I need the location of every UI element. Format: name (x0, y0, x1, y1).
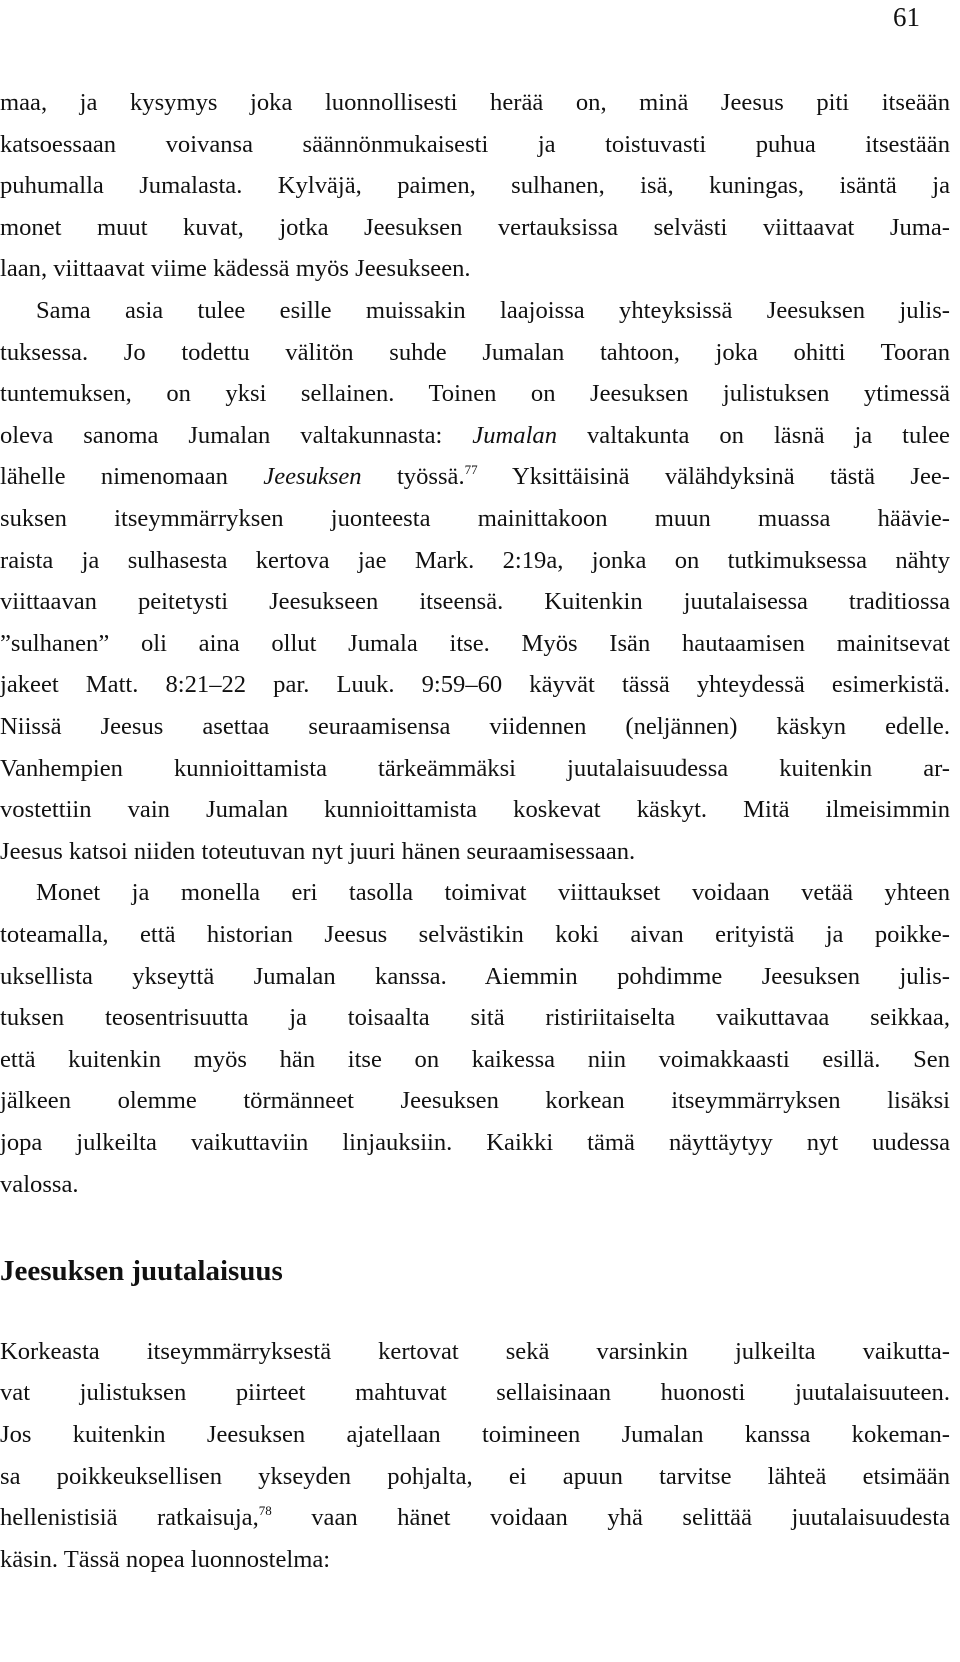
text-run: oleva sanoma Jumalan valtakunnasta: (0, 422, 473, 449)
text-line: tuksessa. Jo todettu välitön suhde Jumalan tahtoon, joka ohitti Tooran (0, 339, 950, 366)
emphasis-text: Jumalan (472, 422, 557, 449)
text-line: katsoessaan voivansa säännönmukaisesti ja toistuvasti puhua itsestään (0, 131, 950, 158)
footnote-marker[interactable]: 77 (464, 462, 478, 477)
text-line (0, 421, 950, 451)
text-line: tuksen teosentrisuutta ja toisaalta sitä ristiriitaiselta vaikuttavaa seikkaa, (0, 1004, 950, 1031)
text-line: käsin. Tässä nopea luonnostelma: (0, 1546, 331, 1573)
text-line: maa, ja kysymys joka luonnollisesti herää on, minä Jeesus piti itseään (0, 89, 950, 116)
text-line: että kuitenkin myös hän itse on kaikessa niin voimakkaasti esillä. Sen (0, 1046, 950, 1073)
text-line: toteamalla, että historian Jeesus selvästikin koki aivan erityistä ja poikke- (0, 921, 950, 948)
text-line: jälkeen olemme törmänneet Jeesuksen korkean itseymmärryksen lisäksi (0, 1087, 950, 1114)
text-line (0, 462, 950, 492)
text-run: työssä. (361, 463, 465, 490)
text-line: monet muut kuvat, jotka Jeesuksen vertauksissa selvästi viittaavat Juma- (0, 214, 950, 241)
text-line: uksellista ykseyttä Jumalan kanssa. Aiemmin pohdimme Jeesuksen julis- (0, 963, 950, 990)
text-line: jopa julkeilta vaikuttaviin linjauksiin. Kaikki tämä näyttäytyy nyt uudessa (0, 1129, 950, 1156)
text-line: viittaavan peitetysti Jeesukseen itseensä. Kuitenkin juutalaisessa traditiossa (0, 588, 950, 615)
text-run: lähelle nimenomaan (0, 463, 264, 490)
text-line: puhumalla Jumalasta. Kylväjä, paimen, sulhanen, isä, kuningas, isäntä ja (0, 172, 950, 199)
text-line: Niissä Jeesus asettaa seuraamisensa viidennen (neljännen) käskyn edelle. (0, 713, 950, 740)
page-number: 61 (893, 2, 920, 32)
text-line: ”sulhanen” oli aina ollut Jumala itse. Myös Isän hautaamisen mainitsevat (0, 630, 950, 657)
text-line: suksen itseymmärryksen juonteesta mainittakoon muun muassa häävie- (0, 505, 950, 532)
text-line: Sama asia tulee esille muissakin laajoissa yhteyksissä Jeesuksen julis- (36, 297, 950, 324)
text-line: raista ja sulhasesta kertova jae Mark. 2:19a, jonka on tutkimuksessa nähty (0, 547, 950, 574)
emphasis-text: Jeesuksen (263, 463, 362, 490)
text-line: sa poikkeuksellisen ykseyden pohjalta, ei apuun tarvitse lähteä etsimään (0, 1463, 950, 1490)
text-run: valtakunta on läsnä ja tulee (557, 422, 950, 449)
text-line: Jos kuitenkin Jeesuksen ajatellaan toimineen Jumalan kanssa kokeman- (0, 1421, 950, 1448)
text-line: jakeet Matt. 8:21–22 par. Luuk. 9:59–60 käyvät tässä yhteydessä esimerkistä. (0, 671, 950, 698)
text-line: Jeesus katsoi niiden toteutuvan nyt juuri hänen seuraamisessaan. (0, 838, 636, 865)
text-line: valossa. (0, 1171, 79, 1198)
text-line: tuntemuksen, on yksi sellainen. Toinen on Jeesuksen julistuksen ytimessä (0, 380, 950, 407)
text-line: vostettiin vain Jumalan kunnioittamista koskevat käskyt. Mitä ilmeisimmin (0, 796, 950, 823)
section-heading: Jeesuksen juutalaisuus (0, 1255, 283, 1287)
footnote-marker[interactable]: 78 (258, 1503, 272, 1518)
text-run: vaan hänet voidaan yhä selittää juutalaisuudesta (271, 1504, 950, 1531)
text-run: hellenistisiä ratkaisuja, (0, 1504, 259, 1531)
text-line (0, 1503, 950, 1533)
text-line: Monet ja monella eri tasolla toimivat viittaukset voidaan vetää yhteen (36, 879, 950, 906)
text-line: Korkeasta itseymmärryksestä kertovat sekä varsinkin julkeilta vaikutta- (0, 1338, 950, 1365)
text-line: Vanhempien kunnioittamista tärkeämmäksi juutalaisuudessa kuitenkin ar- (0, 755, 950, 782)
text-run: Yksittäisinä välähdyksinä tästä Jee- (477, 463, 950, 490)
text-line: vat julistuksen piirteet mahtuvat sellaisinaan huonosti juutalaisuuteen. (0, 1379, 950, 1406)
text-line: laan, viittaavat viime kädessä myös Jeesukseen. (0, 255, 471, 282)
